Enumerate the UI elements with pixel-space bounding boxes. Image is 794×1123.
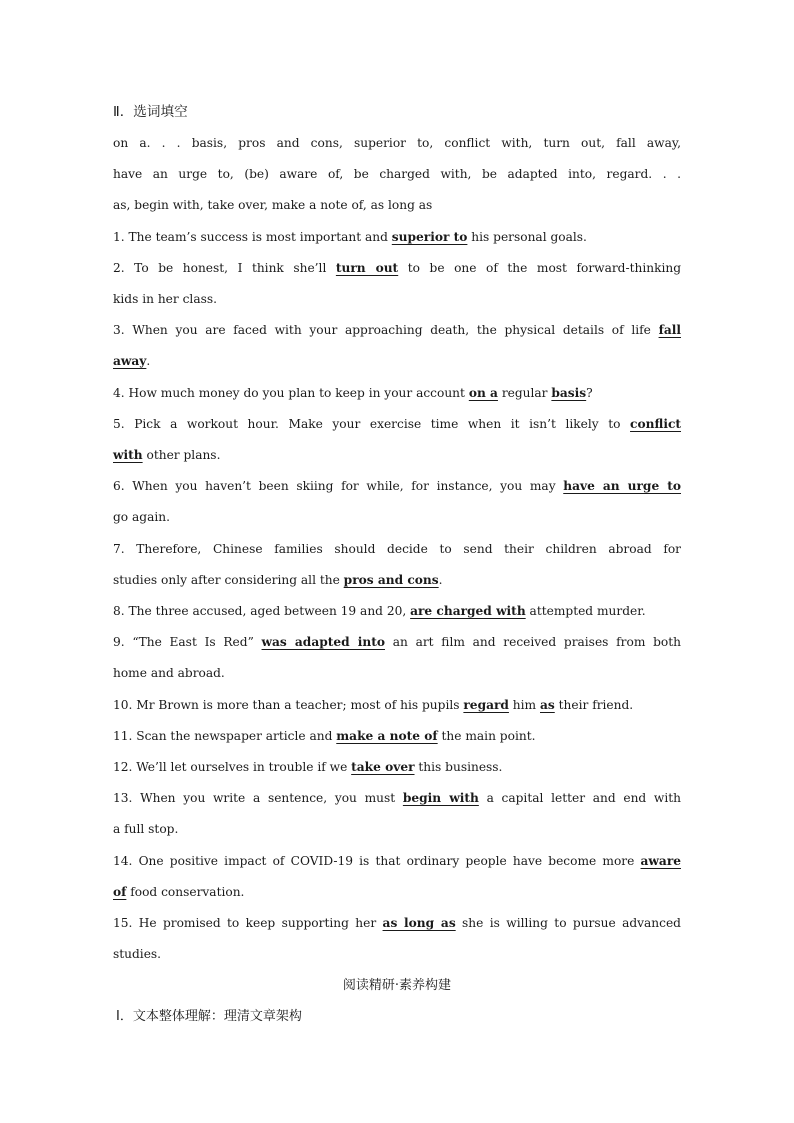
answer-blank: begin with <box>402 791 479 806</box>
answer-blank: conflict <box>630 416 681 431</box>
question-list <box>113 222 681 971</box>
answer-blank: was adapted into <box>261 635 385 650</box>
question-text: their friend. <box>554 697 634 712</box>
question-7 <box>113 534 681 596</box>
question-text: the main point. <box>437 728 536 743</box>
answer-blank: away <box>113 354 147 369</box>
word-bank-line: on a. . . basis, pros and cons, superior to, conflict with, turn out, fall away, <box>113 136 681 150</box>
question-4 <box>113 378 681 409</box>
question-14 <box>113 846 681 908</box>
question-text: kids in her class. <box>113 292 217 307</box>
word-bank-line: as, begin with, take over, make a note of, as long as <box>113 198 433 213</box>
reading-section-title: 阅读精研·素养构建 <box>342 978 452 994</box>
question-text: studies. <box>113 947 162 962</box>
question-text: food conservation. <box>126 884 245 899</box>
answer-blank: make a note of <box>336 728 438 743</box>
question-text: . <box>146 354 151 369</box>
question-8 <box>113 596 681 627</box>
answer-blank: fall <box>658 323 681 338</box>
answer-blank: pros and cons <box>343 572 439 587</box>
question-text: 4. How much money do you plan to keep in your account <box>113 385 469 400</box>
section-heading-vocabulary-fill: Ⅱ．选词填空 <box>113 104 188 120</box>
question-text: him <box>508 697 540 712</box>
answer-blank: superior to <box>391 229 468 244</box>
word-bank <box>113 128 681 222</box>
question-text: studies only after considering all the <box>113 572 344 587</box>
answer-blank: with <box>113 448 143 463</box>
question-text: home and abroad. <box>113 666 225 681</box>
question-2 <box>113 253 681 315</box>
question-text: 15. He promised to keep supporting her <box>113 916 383 931</box>
question-text: this business. <box>414 760 503 775</box>
worksheet-page <box>113 97 681 1032</box>
question-3 <box>113 315 681 377</box>
question-text: 2. To be honest, I think she’ll <box>113 260 336 275</box>
answer-blank: have an urge to <box>563 479 681 494</box>
question-15 <box>113 908 681 970</box>
answer-blank: on a <box>468 385 498 400</box>
word-bank-line: have an urge to, (be) aware of, be charged with, be adapted into, regard. . . <box>113 167 681 182</box>
question-text: 12. We’ll let ourselves in trouble if we <box>113 760 352 775</box>
question-text: 11. Scan the newspaper article and <box>113 728 337 743</box>
question-text: his personal goals. <box>467 229 587 244</box>
question-text: an art film and received praises from both <box>385 635 681 650</box>
answer-blank: basis <box>551 385 587 400</box>
question-text: 8. The three accused, aged between 19 and 20, <box>113 604 411 619</box>
question-text: 6. When you haven’t been skiing for while, for instance, you may <box>113 479 564 494</box>
answer-blank: turn out <box>335 260 399 275</box>
section-heading-text-structure: Ⅰ．文本整体理解：理清文章架构 <box>116 1009 302 1025</box>
question-text: 13. When you write a sentence, you must <box>113 791 403 806</box>
answer-blank: are charged with <box>410 604 526 619</box>
question-text: attempted murder. <box>525 604 646 619</box>
answer-blank: regard <box>463 697 509 712</box>
question-6 <box>113 471 681 533</box>
answer-blank: take over <box>351 760 415 775</box>
question-text: go again. <box>113 510 170 525</box>
question-text: a full stop. <box>113 822 179 837</box>
question-text: 5. Pick a workout hour. Make your exercise time when it isn’t likely to <box>113 416 631 431</box>
question-text: . <box>438 572 443 587</box>
question-13 <box>113 783 681 845</box>
question-text: to be one of the most forward-thinking <box>398 260 682 275</box>
question-text: she is willing to pursue advanced <box>455 916 681 931</box>
answer-blank: of <box>113 884 127 899</box>
question-10 <box>113 690 681 721</box>
question-text: 1. The team’s success is most important and <box>113 229 392 244</box>
question-text: 7. Therefore, Chinese families should decide to send their children abroad for <box>113 541 681 556</box>
question-12 <box>113 752 681 783</box>
question-11 <box>113 721 681 752</box>
question-5 <box>113 409 681 471</box>
question-text: a capital letter and end with <box>478 791 681 806</box>
question-text: ? <box>586 385 593 400</box>
question-text: regular <box>497 385 552 400</box>
question-text: other plans. <box>142 448 221 463</box>
question-text: 14. One positive impact of COVID-19 is that ordinary people have become more <box>113 853 641 868</box>
answer-blank: as <box>540 697 555 712</box>
question-1 <box>113 222 681 253</box>
question-text: 3. When you are faced with your approaching death, the physical details of life <box>113 323 659 338</box>
answer-blank: as long as <box>382 916 456 931</box>
question-text: 10. Mr Brown is more than a teacher; most of his pupils <box>113 697 464 712</box>
answer-blank: aware <box>640 853 681 868</box>
question-9 <box>113 627 681 689</box>
question-text: 9. “The East Is Red” <box>113 635 262 650</box>
